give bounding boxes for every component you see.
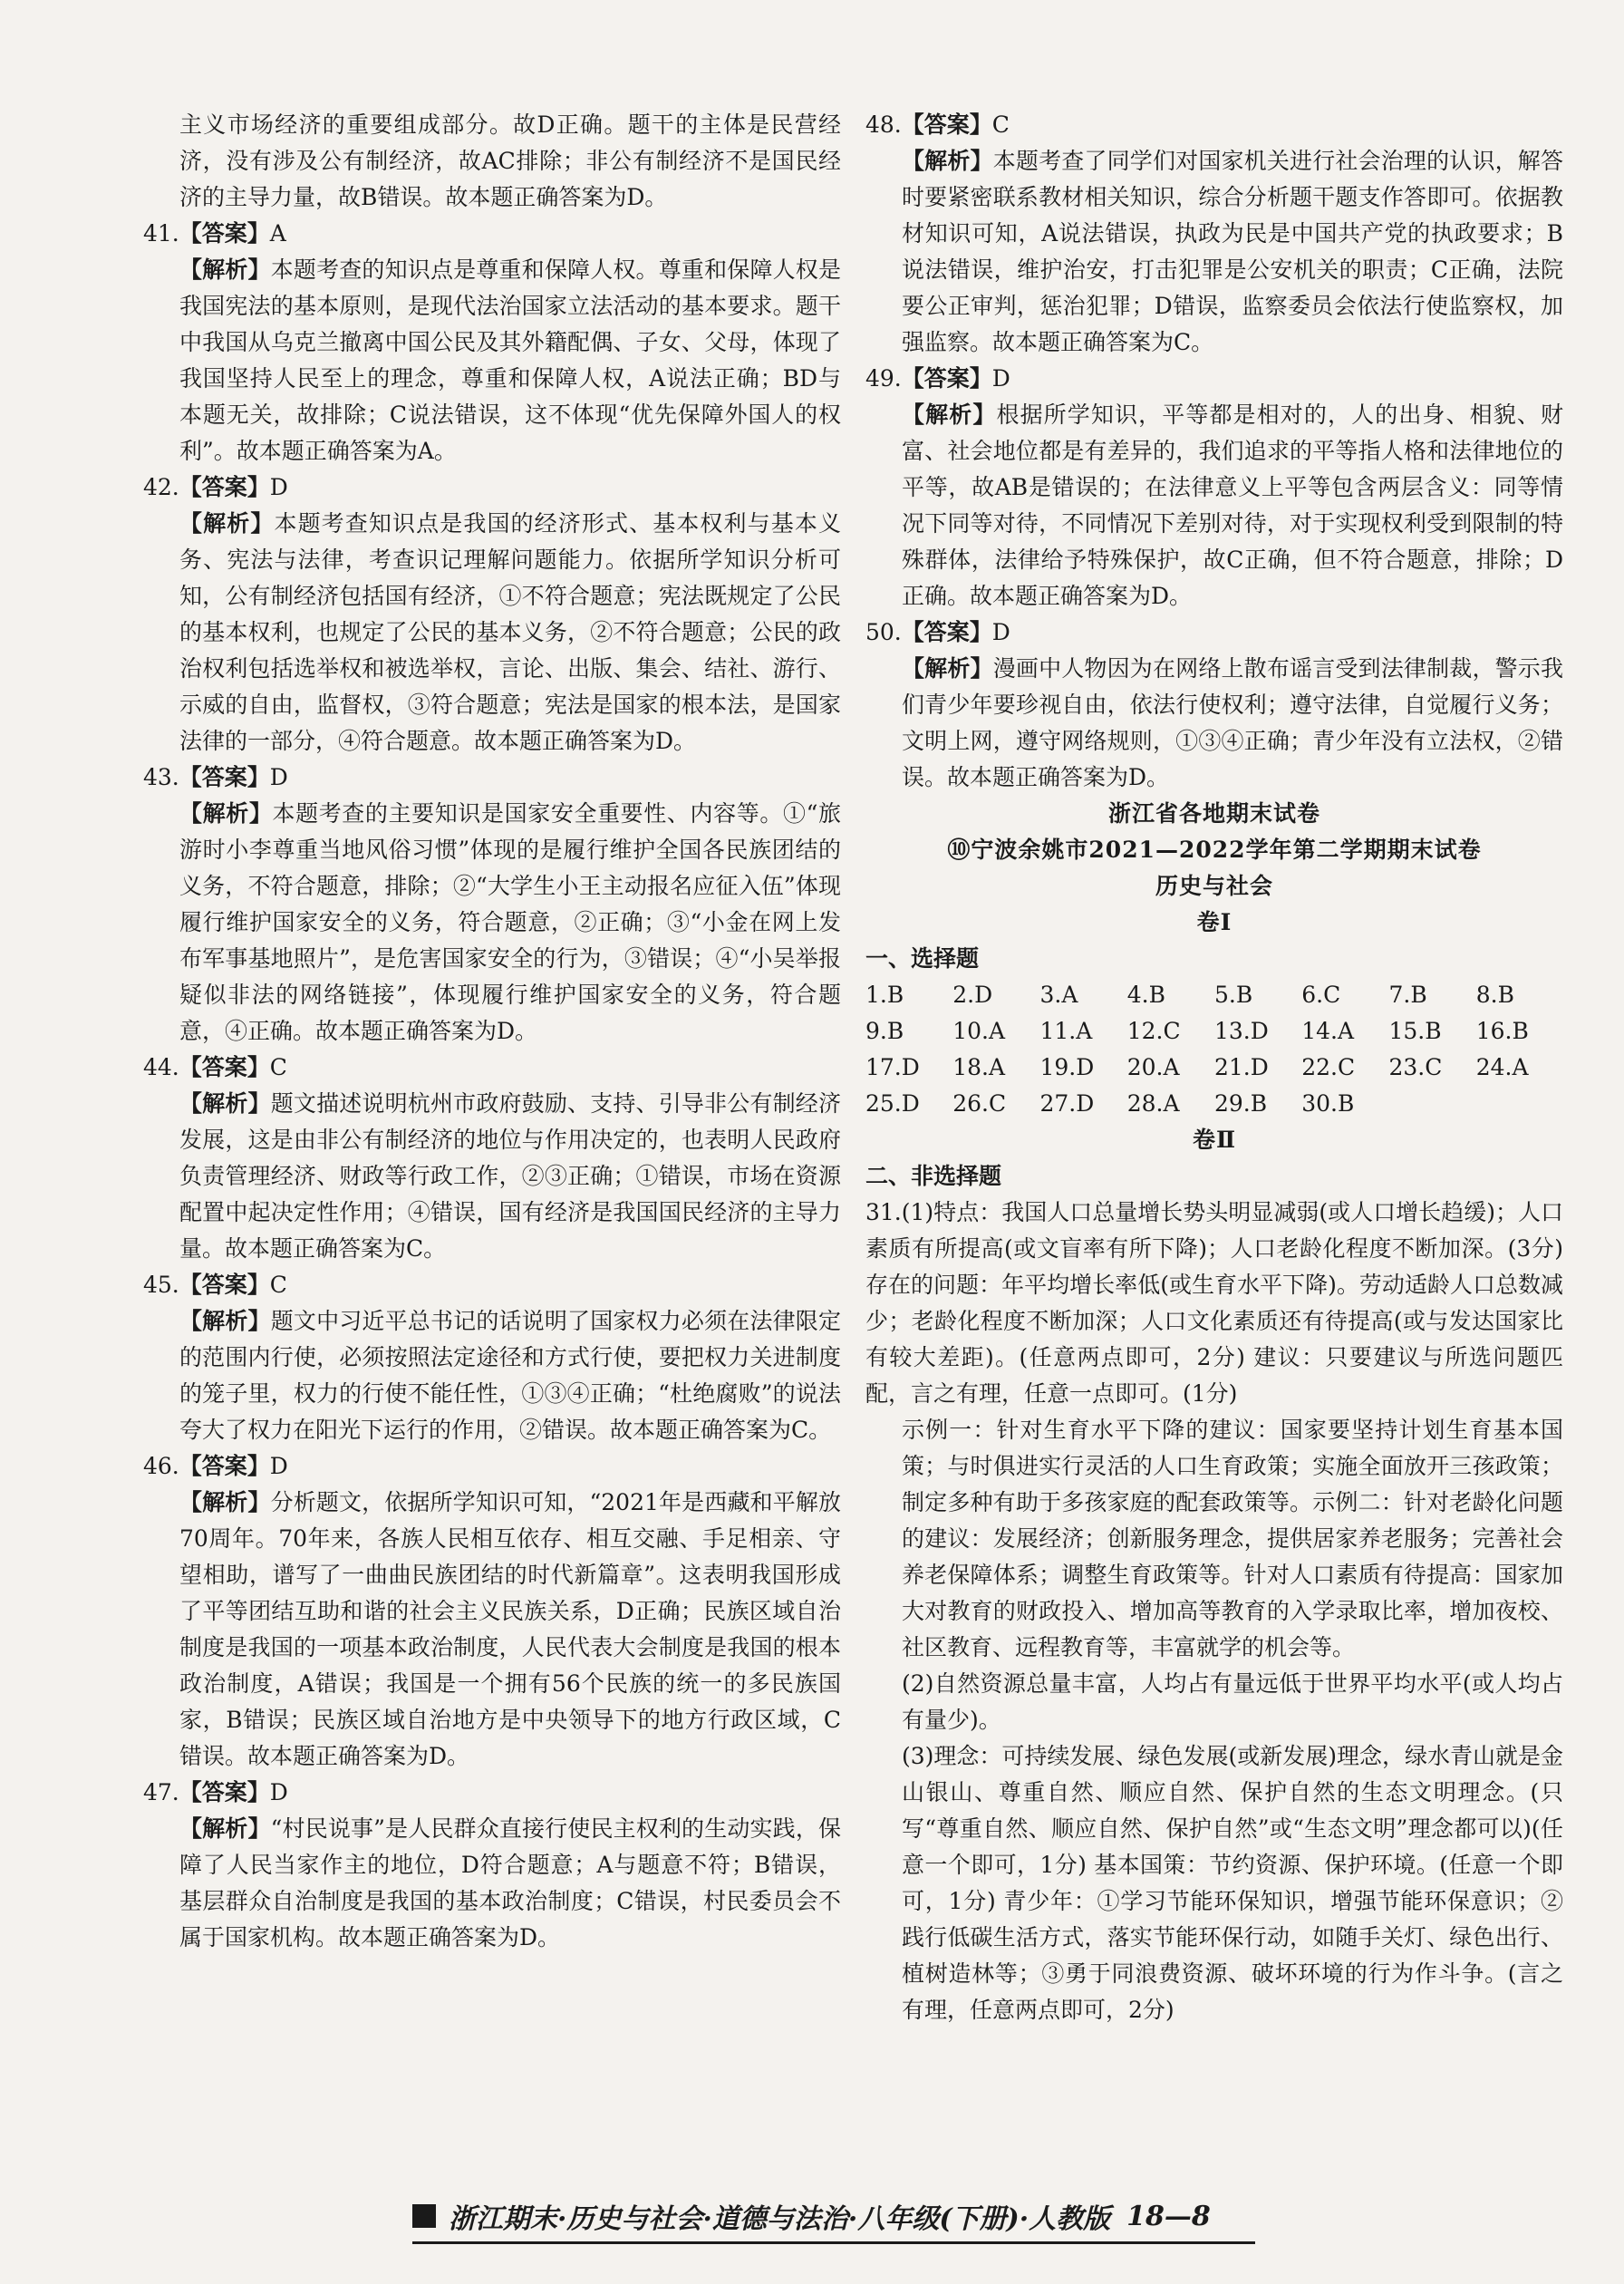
- explanation: [143, 1086, 841, 1267]
- q31-part2: (2)自然资源总量丰富，人均占有量远低于世界平均水平(或人均占有量少)。: [902, 1670, 1563, 1733]
- choice-answer: 27.D: [1039, 1090, 1095, 1117]
- footer-rule: [412, 2241, 1255, 2244]
- exam-title: ⑩宁波余姚市2021—2022学年第二学期期末试卷: [947, 837, 1482, 863]
- choice-answer: 16.B: [1475, 1018, 1529, 1044]
- choice-answer: 8.B: [1475, 982, 1514, 1008]
- explanation: [143, 506, 841, 760]
- volume-2-title: 卷Ⅱ: [1192, 1127, 1237, 1153]
- choice-answer: 9.B: [865, 1018, 904, 1044]
- choice-answer: 24.A: [1475, 1054, 1529, 1080]
- right-questions: [865, 107, 1563, 796]
- question-number: 41.: [143, 220, 179, 247]
- explanation-label: 【解析】: [179, 800, 273, 827]
- explanation-text: 本题考查知识点是我国的经济形式、基本权利与基本义务、宪法与法律，考查识记理解问题能力。依据所学知识分析可知，公有制经济包括国有经济，①不符合题意；宪法既规定了公民的基本权利，也规定了公民的基本义务，②不符合题意；公民的政治权利包括选举权和被选举权，言论、出版、集会、结社、游行、示威的自由，监督权，③符合题意；宪法是国家的根本法，是国家法律的一部分，④符合题意。故本题正确答案为D。: [179, 510, 841, 754]
- explanation-label: 【解析】: [179, 1815, 271, 1842]
- answer-label: 【答案】: [901, 111, 992, 138]
- question-number: 49.: [865, 365, 902, 392]
- choice-answer: 19.D: [1039, 1054, 1095, 1080]
- explanation-text: 分析题文，依据所学知识可知，“2021年是西藏和平解放70周年。70年来，各族人民相互依存、相互交融、手足相亲、守望相助，谱写了一曲曲民族团结的时代新篇章”。这表明我国形成了平等团结互助和谐的社会主义民族关系，D正确；民族区域自治制度是我国的一项基本政治制度，人民代表大会制度是我国的根本政治制度，A错误；我国是一个拥有56个民族的统一的多民族国家，B错误；民族区域自治地方是中央领导下的地方行政区域，C错误。故本题正确答案为D。: [179, 1489, 841, 1769]
- answer-value: D: [269, 474, 288, 500]
- explanation-text: 漫画中人物因为在网络上散布谣言受到法律制裁，警示我们青少年要珍视自由，依法行使权利；遵守法律，自觉履行义务；文明上网，遵守网络规则，①③④正确；青少年没有立法权，②错误。故本题正确答案为D。: [902, 655, 1563, 790]
- answer-line: [143, 1267, 841, 1303]
- choice-answer: 28.A: [1126, 1090, 1180, 1117]
- explanation-label: 【解析】: [179, 510, 275, 537]
- question-46: [143, 1448, 841, 1775]
- answer-line: [865, 361, 1563, 397]
- explanation-text: “村民说事”是人民群众直接行使民主权利的生动实践，保障了人民当家作主的地位，D符合题意；A与题意不符；B错误，基层群众自治制度是我国的基本政治制度；C错误，村民委员会不属于国家机构。故本题正确答案为D。: [179, 1815, 841, 1950]
- choice-answer: 30.B: [1301, 1090, 1355, 1117]
- question-number: 43.: [143, 764, 179, 790]
- answer-line: [143, 1775, 841, 1811]
- explanation-label: 【解析】: [902, 655, 993, 682]
- choice-answer: 13.D: [1214, 1018, 1269, 1044]
- question-49: [865, 361, 1563, 615]
- explanation: [143, 1811, 841, 1956]
- explanation-label: 【解析】: [902, 148, 993, 174]
- choice-answer: 11.A: [1039, 1018, 1093, 1044]
- explanation-text: 题文中习近平总书记的话说明了国家权力必须在法律限定的范围内行使，必须按照法定途径和方式行使，要把权力关进制度的笼子里，权力的行使不能任性，①③④正确；“杜绝腐败”的说法夸大了权力在阳光下运行的作用，②错误。故本题正确答案为C。: [179, 1308, 841, 1443]
- question-43: [143, 760, 841, 1050]
- question-41: [143, 216, 841, 469]
- explanation-label: 【解析】: [179, 256, 271, 283]
- answer-value: A: [269, 220, 286, 247]
- volume-1-title: 卷Ⅰ: [1196, 909, 1232, 935]
- question-number: 42.: [143, 474, 179, 500]
- choice-answer: 14.A: [1301, 1018, 1355, 1044]
- answer-label: 【答案】: [179, 220, 270, 247]
- explanation-text: 题文描述说明杭州市政府鼓励、支持、引导非公有制经济发展，这是由非公有制经济的地位与作用决定的，也表明人民政府负责管理经济、财政等行政工作，②③正确；①错误，市场在资源配置中起决定性作用；④错误，国有经济是我国国民经济的主导力量。故本题正确答案为C。: [179, 1090, 841, 1262]
- answer-line: [143, 1448, 841, 1485]
- question-44: [143, 1050, 841, 1267]
- footer-text: 浙江期末·历史与社会·道德与法治·八年级(下册)·人教版: [449, 2203, 1111, 2235]
- explanation: [865, 143, 1563, 361]
- footer-square-icon: [412, 2204, 436, 2228]
- explanation-text: 根据所学知识，平等都是相对的，人的出身、相貌、财富、社会地位都是有差异的，我们追求的平等指人格和法律地位的平等，故AB是错误的；在法律意义上平等包含两层含义：同等情况下同等对待，不同情况下差别对待，对于实现权利受到限制的特殊群体，法律给予特殊保护，故C正确，但不符合题意，排除；D正确。故本题正确答案为D。: [902, 402, 1563, 609]
- exam-heading: 浙江省各地期末试卷: [1107, 800, 1320, 827]
- question-number: 46.: [143, 1453, 179, 1479]
- choice-answer: 18.A: [952, 1054, 1006, 1080]
- answer-value: D: [269, 764, 288, 790]
- q31-part1: 31.(1)特点：我国人口总量增长势头明显减弱(或人口增长趋缓)；人口素质有所提高(或文盲率有所下降)；人口老龄化程度不断加深。(3分) 存在的问题：年平均增长率低(或生育水平下降)。劳动适龄人口总数减少；老龄化程度不断加深；人口文化素质还有待提高(或与发达国家比有较大差距)。(任意两点即可，2分) 建议：只要建议与所选问题匹配，言之有理，任意一点即可。(1分): [865, 1199, 1563, 1407]
- answer-label: 【答案】: [179, 1054, 270, 1080]
- choice-answer: 29.B: [1214, 1090, 1268, 1117]
- answer-label: 【答案】: [901, 619, 992, 645]
- choice-answer: 23.C: [1388, 1054, 1443, 1080]
- choice-answer: 3.A: [1039, 982, 1078, 1008]
- explanation-label: 【解析】: [179, 1308, 271, 1334]
- question-47: [143, 1775, 841, 1956]
- answer-line: [865, 615, 1563, 651]
- explanation: [865, 397, 1563, 615]
- question-number: 47.: [143, 1779, 179, 1805]
- answer-line: [865, 107, 1563, 143]
- choice-answer: 6.C: [1301, 982, 1341, 1008]
- answer-grid: [865, 977, 1563, 1122]
- question-48: [865, 107, 1563, 361]
- q31-examples: 示例一：针对生育水平下降的建议：国家要坚持计划生育基本国策；与时俱进实行灵活的人口生育政策；实施全面放开三孩政策；制定多种有助于多孩家庭的配套政策等。示例二：针对老龄化问题的建议：发展经济；创新服务理念，提供居家养老服务；完善社会养老保障体系；调整生育政策等。针对人口素质有待提高：国家加大对教育的财政投入、增加高等教育的入学录取比率，增加夜校、社区教育、远程教育等，丰富就学的机会等。: [902, 1417, 1563, 1660]
- answer-line: [143, 469, 841, 506]
- answer-line: [143, 760, 841, 796]
- choice-answer: 25.D: [865, 1090, 920, 1117]
- choice-answer: 22.C: [1301, 1054, 1356, 1080]
- choice-answer: 12.C: [1126, 1018, 1181, 1044]
- choice-answer: 20.A: [1126, 1054, 1180, 1080]
- answer-value: C: [991, 111, 1010, 138]
- left-column: [143, 107, 841, 1956]
- question-number: 45.: [143, 1272, 179, 1298]
- explanation-label: 【解析】: [179, 1489, 271, 1515]
- explanation-text: 本题考查的主要知识是国家安全重要性、内容等。①“旅游时小李尊重当地风俗习惯”体现的是履行维护全国各民族团结的义务，不符合题意，排除；②“大学生小王主动报名应征入伍”体现履行维护国家安全的义务，符合题意，②正确；③“小金在网上发布军事基地照片”，是危害国家安全的行为，③错误；④“小吴举报疑似非法的网络链接”，体现履行维护国家安全的义务，符合题意，④正确。故本题正确答案为D。: [179, 800, 841, 1044]
- explanation-text: 本题考查的知识点是尊重和保障人权。尊重和保障人权是我国宪法的基本原则，是现代法治国家立法活动的基本要求。题干中我国从乌克兰撤离中国公民及其外籍配偶、子女、父母，体现了我国坚持人民至上的理念，尊重和保障人权，A说法正确；BD与本题无关，故排除；C说法错误，这不体现“优先保障外国人的权利”。故本题正确答案为A。: [179, 256, 841, 464]
- answer-value: D: [991, 619, 1010, 645]
- answer-label: 【答案】: [179, 1272, 270, 1298]
- explanation-label: 【解析】: [179, 1090, 271, 1117]
- question-45: [143, 1267, 841, 1448]
- answer-line: [143, 1050, 841, 1086]
- explanation: [143, 252, 841, 469]
- choice-answer: 15.B: [1388, 1018, 1442, 1044]
- question-50: [865, 615, 1563, 796]
- choice-answer: 21.D: [1214, 1054, 1269, 1080]
- explanation: [143, 796, 841, 1050]
- choice-answer: 7.B: [1388, 982, 1427, 1008]
- answer-value: D: [269, 1453, 288, 1479]
- question-number: 50.: [865, 619, 902, 645]
- answer-label: 【答案】: [901, 365, 992, 392]
- question-42: [143, 469, 841, 760]
- answer-value: D: [269, 1779, 288, 1805]
- explanation: [143, 1485, 841, 1775]
- q31-part3: (3)理念：可持续发展、绿色发展(或新发展)理念，绿水青山就是金山银山、尊重自然、顺应自然、保护自然的生态文明理念。(只写“尊重自然、顺应自然、保护自然”或“生态文明”理念都可以)(任意一个即可，1分) 基本国策：节约资源、保护环境。(任意一个即可，1分) 青少年：①学习节能环保知识，增强节能环保意识；②践行低碳生活方式，落实节能环保行动，如随手关灯、绿色出行、植树造林等；③勇于同浪费资源、破坏环境的行为作斗争。(言之有理，任意两点即可，2分): [902, 1743, 1563, 2023]
- choice-answer: 26.C: [952, 1090, 1007, 1117]
- answer-value: D: [991, 365, 1010, 392]
- exam-subject: 历史与社会: [1155, 873, 1273, 899]
- answer-value: C: [269, 1054, 287, 1080]
- question-number: 48.: [865, 111, 902, 138]
- choice-answer: 10.A: [952, 1018, 1006, 1044]
- explanation: [865, 651, 1563, 796]
- choice-answer: 4.B: [1126, 982, 1165, 1008]
- answer-label: 【答案】: [179, 764, 270, 790]
- answer-value: C: [269, 1272, 287, 1298]
- answer-label: 【答案】: [179, 1779, 270, 1805]
- page-footer: [412, 2193, 1255, 2239]
- explanation-label: 【解析】: [902, 402, 997, 428]
- page-number: 18—8: [1126, 2200, 1211, 2232]
- section-2-title: 二、非选择题: [865, 1163, 1002, 1189]
- right-column: [865, 107, 1563, 2028]
- choice-answer: 17.D: [865, 1054, 920, 1080]
- section-1-title: 一、选择题: [865, 945, 980, 972]
- choice-answer: 5.B: [1214, 982, 1253, 1008]
- answer-line: [143, 216, 841, 252]
- explanation-text: 本题考查了同学们对国家机关进行社会治理的认识，解答时要紧密联系教材相关知识，综合分析题干题支作答即可。依据教材知识可知，A说法错误，执政为民是中国共产党的执政要求；B说法错误，维护治安，打击犯罪是公安机关的职责；C正确，法院要公正审判，惩治犯罪；D错误，监察委员会依法行使监察权，加强监察。故本题正确答案为C。: [902, 148, 1563, 355]
- choice-answer: 1.B: [865, 982, 904, 1008]
- answer-label: 【答案】: [179, 1453, 270, 1479]
- question-number: 44.: [143, 1054, 179, 1080]
- explanation: [143, 1303, 841, 1448]
- choice-answer: 2.D: [952, 982, 993, 1008]
- answer-label: 【答案】: [179, 474, 270, 500]
- continued-explanation: 主义市场经济的重要组成部分。故D正确。题干的主体是民营经济，没有涉及公有制经济，故AC排除；非公有制经济不是国民经济的主导力量，故B错误。故本题正确答案为D。: [179, 111, 841, 210]
